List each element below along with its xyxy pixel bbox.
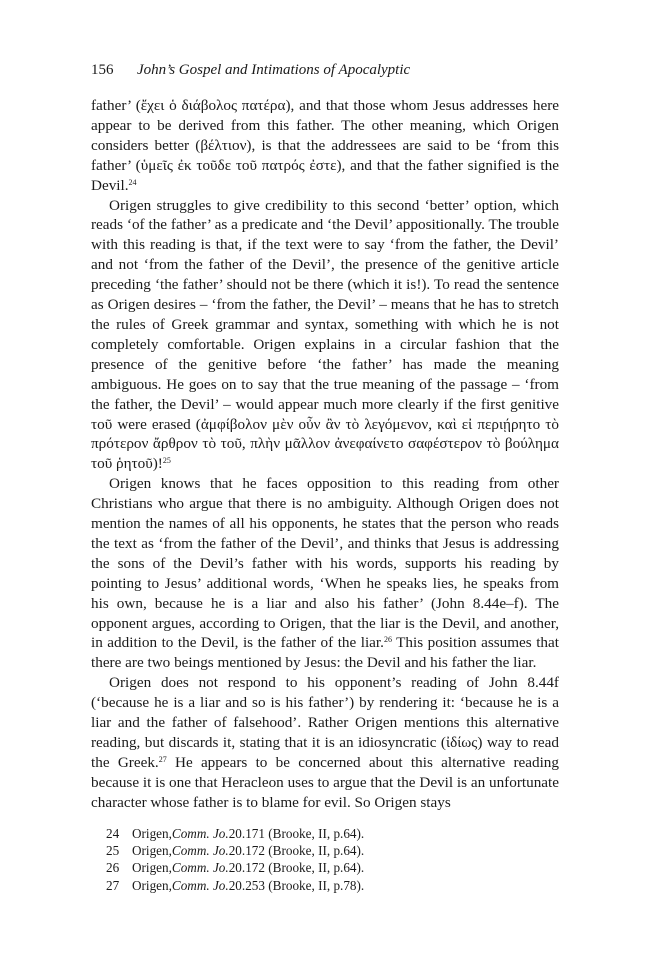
footnote-reference: 20.172 (Brooke, II, p.64).: [228, 860, 365, 876]
footnote-work: Comm. Jo.: [171, 826, 229, 841]
footnote-work: Comm. Jo.: [171, 877, 229, 893]
footnote-number: 26: [106, 860, 120, 876]
footnote-author: Origen,: [132, 826, 172, 841]
footnote-ref: 26: [383, 635, 392, 645]
footnote-work: Comm. Jo.: [171, 843, 229, 859]
footnote-author: Origen,: [132, 843, 172, 859]
paragraph-text-continued: He appears to be concerned about this alternative reading because it is one that Heracleon uses to argue that the Devil is an unfortunate character whose father is to blame for evil. So Origen stays: [91, 753, 559, 811]
footnote-reference: 20.253 (Brooke, II, p.78).: [228, 877, 365, 893]
footnote-author: Origen,: [132, 877, 172, 893]
footnote-number: 25: [106, 843, 120, 859]
paragraph-text: Origen knows that he faces opposition to this reading from other Christians who argue that there is no ambiguity. Although Origen does not mention the names of all his opponents, he states that the person who reads the text as ‘from the father of the Devil’, and thinks that Jesus is addressing the sons of the Devil’s father with his words, supports his reading by pointing to Jesus’ additional words, ‘When he speaks lies, he speaks from his own, because he is a liar and also his father’ (John 8.44e–f). The opponent argues, according to Origen, that the liar is the Devil, and another, in addition to the Devil, is the father of the liar.: [91, 475, 559, 652]
page-number: 156: [91, 62, 114, 78]
paragraph: [91, 96, 559, 196]
footnotes: [106, 825, 546, 894]
paragraph-text: Origen does not respond to his opponent’s reading of John 8.44f (‘because he is a liar and so is his father’) by rendering it: ‘because he is a liar and the father of falsehood’. Rather Origen mentions this alternative reading, but discards it, stating that it is an idiosyncratic (ἰδίως) way to read the Greek.: [91, 674, 559, 771]
paragraph: [91, 673, 559, 812]
footnote-ref: 27: [158, 754, 167, 764]
body-text: [91, 96, 559, 813]
paragraph-text: father’ (ἔχει ὁ διάβολος πατέρα), and that those whom Jesus addresses here appear to be derived from this father. The other meaning, which Origen considers better (βέλτιον), is that the addressees are said to be ‘from this father’ (ὑμεῖς ἐκ τοῦδε τοῦ πατρός ἐστε), and that the father signified is the Devil.: [91, 97, 559, 194]
paragraph-text-continued: This position assumes that there are two beings mentioned by Jesus: the Devil and his father the liar.: [91, 634, 559, 672]
footnote-number: 24: [106, 826, 120, 841]
footnote-reference: 20.172 (Brooke, II, p.64).: [228, 843, 365, 859]
footnote-number: 27: [106, 877, 120, 893]
footnote-reference: 20.171 (Brooke, II, p.64).: [228, 826, 365, 841]
paragraph-text: Origen struggles to give credibility to this second ‘better’ option, which reads ‘of the father’ as a predicate and ‘the Devil’ appositionally. The trouble with this reading is that, if the text were to say ‘from the father, the Devil’ and not ‘from the father of the Devil’, the presence of the genitive article preceding ‘the father’ should not be there (which it is!). To read the sentence as Origen desires – ‘from the father, the Devil’ – means that he has to stretch the rules of Greek grammar and syntax, something with which he is not completely comfortable. Origen explains in a circular fashion that the presence of the genitive before ‘the father’ has made the meaning ambiguous. He goes on to say that the true meaning of the passage – ‘from the father, the Devil’ – would appear much more clearly if the first genitive τοῦ were erased (ἀμφίβολον μὲν οὖν ἂν τὸ λεγόμενον, καὶ εἰ περιῄρητο τὸ πρότερον ἄρθρον τὸ τοῦ, πλὴν μᾶλλον ἀνεφαίνετο σαφέστερον τὸ βούλημα τοῦ ῥητοῦ)!: [91, 196, 559, 473]
footnote-work: Comm. Jo.: [171, 860, 229, 876]
footnote-ref: 25: [162, 456, 171, 466]
footnote: [106, 842, 546, 859]
footnote: [106, 877, 546, 894]
footnote-author: Origen,: [132, 860, 172, 876]
footnote: [106, 859, 546, 876]
paragraph: [91, 196, 559, 475]
footnote-ref: 24: [128, 177, 137, 187]
running-title: John’s Gospel and Intimations of Apocalyptic: [137, 62, 411, 78]
running-head: [91, 60, 561, 80]
footnote: [106, 825, 546, 842]
paragraph: [91, 474, 559, 673]
